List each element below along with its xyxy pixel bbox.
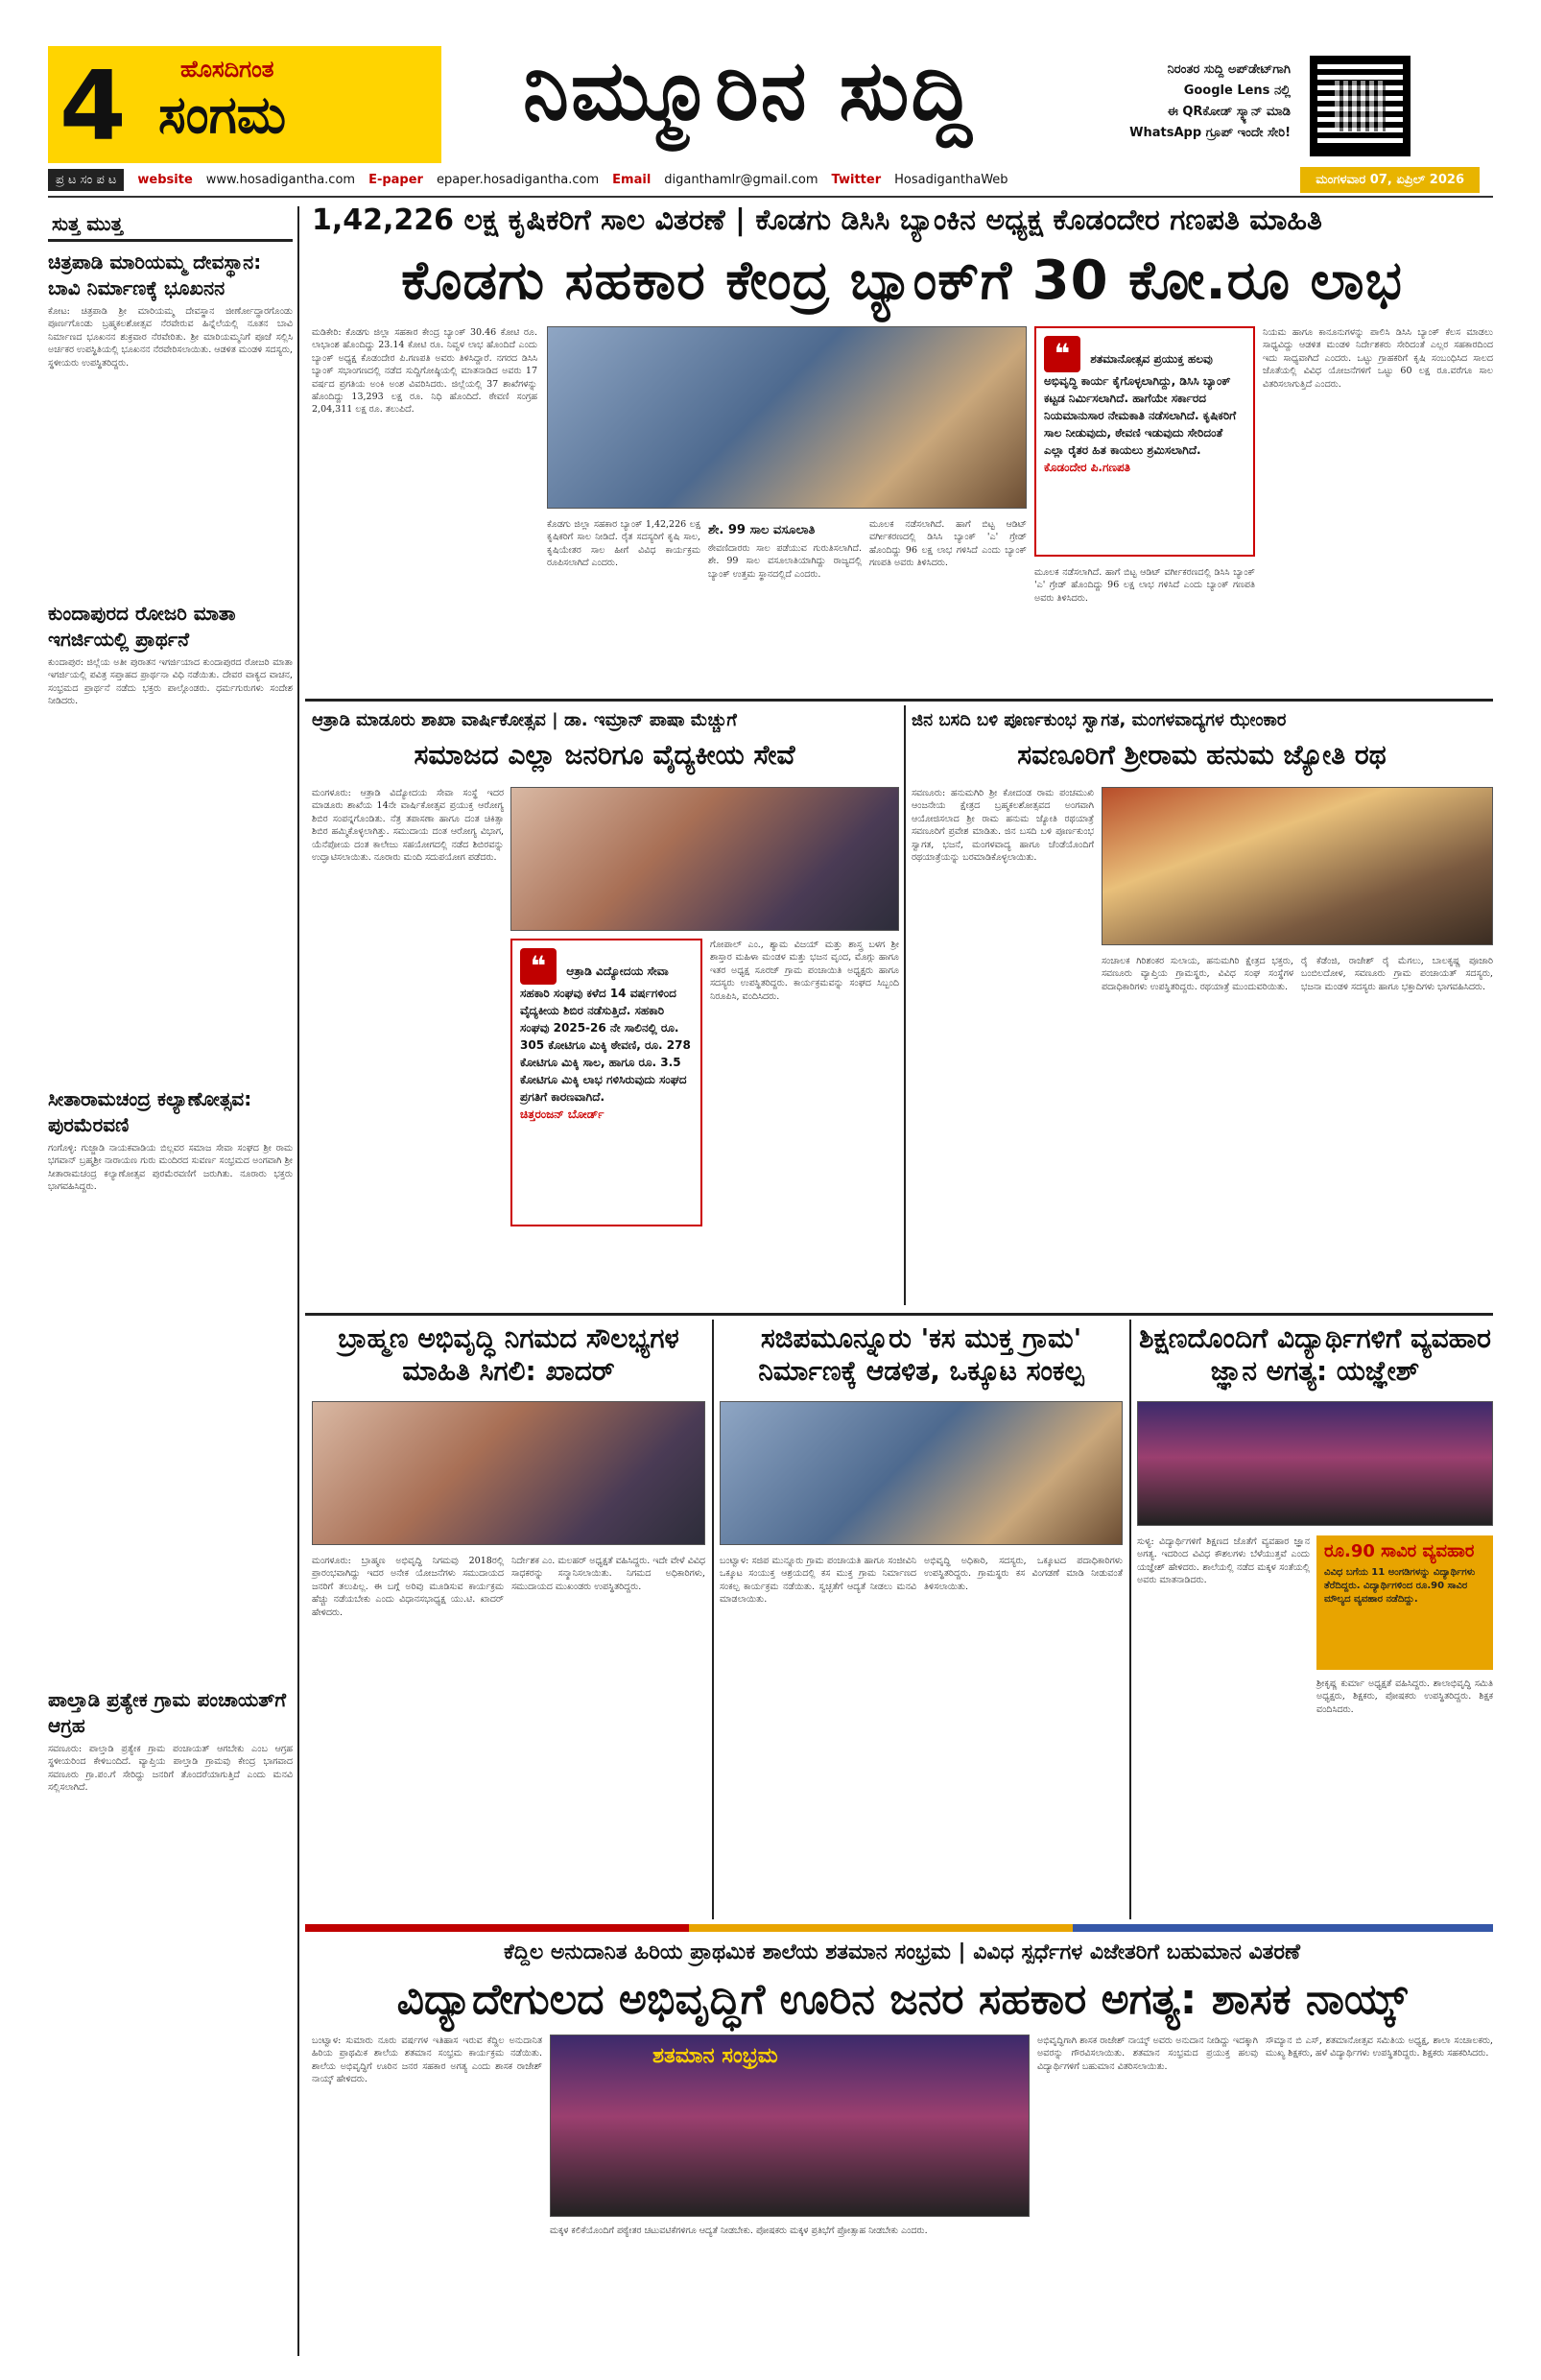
email-label: Email xyxy=(612,172,652,187)
story5-photo xyxy=(720,1401,1123,1545)
brand-big: ಸಂಗಮ xyxy=(158,84,287,145)
color-strip-red xyxy=(305,1924,689,1932)
epaper-label: E-paper xyxy=(368,172,423,187)
website-link[interactable]: www.hosadigantha.com xyxy=(205,172,356,187)
lead-col-2: ಕೊಡಗು ಜಿಲ್ಲಾ ಸಹಕಾರ ಬ್ಯಾಂಕ್ 1,42,226 ಲಕ್ಷ ಕೃಷಿಕರಿಗೆ ಸಾಲ ನೀಡಿದೆ. ರೈತ ಸದಸ್ಯರಿಗೆ ಕೃಷಿ ಸಾಲ, ಕೃಷಿಯೇತರ ಸಾಲ ಹೀಗೆ ವಿವಿಧ ಕಾರ್ಯಕ್ರಮ ರೂಪಿಸಲಾಗಿದೆ ಎಂದರು. xyxy=(547,519,704,569)
qr-instructions xyxy=(1075,60,1291,144)
story6-col-2: ಶ್ರೀಕೃಷ್ಣ ಕುರ್ಮಾ ಅಧ್ಯಕ್ಷತೆ ವಹಿಸಿದ್ದರು. ಶಾಲಾಭಿವೃದ್ಧಿ ಸಮಿತಿ ಅಧ್ಯಕ್ಷರು, ಶಿಕ್ಷಕರು, ಪೋಷಕರು ಉಪಸ್ಥಿತರಿದ್ದರು. ಶಿಕ್ಷಕ ವಂದಿಸಿದರು. xyxy=(1316,1678,1497,1715)
story6-photo xyxy=(1137,1401,1493,1526)
sidebar-text-1: ಕೋಟ: ಚಿತ್ರಪಾಡಿ ಶ್ರೀ ಮಾರಿಯಮ್ಮ ದೇವಸ್ಥಾನ ಜೀರ್ಣೋದ್ಧಾರಗೊಂಡು ಪೂರ್ಣಗೊಂಡು ಬ್ರಹ್ಮಕಲಶೋತ್ಸವ ನೆರವೇರುವ ಹಿನ್ನೆಲೆಯಲ್ಲಿ ನೂತನ ಬಾವಿ ನಿರ್ಮಾಣದ ಭೂಖನನ ಶುಕ್ರವಾರ ನೆರವೇರಿತು. ಶ್ರೀ ಮಾರಿಯಮ್ಮನಿಗೆ ಪೂಜೆ ಸಲ್ಲಿಸಿ ಅರ್ಚಕರ ಉಪಸ್ಥಿತಿಯಲ್ಲಿ ಭೂಖನನ ನೆರವೇರಿಸಲಾಯಿತು. ಆಡಳಿತ ಮಂಡಳಿ ಸದಸ್ಯರು, ಸ್ಥಳೀಯರು ಉಪಸ್ಥಿತರಿದ್ದರು. xyxy=(48,306,296,369)
email-link[interactable]: diganthamlr@gmail.com xyxy=(664,172,818,187)
story4-photo xyxy=(312,1401,705,1545)
sidebar-heading: ಸುತ್ತ ಮುತ್ತ xyxy=(52,212,123,235)
lead-col-1: ಮಡಿಕೇರಿ: ಕೊಡಗು ಜಿಲ್ಲಾ ಸಹಕಾರ ಕೇಂದ್ರ ಬ್ಯಾಂಕ್ 30.46 ಕೋಟಿ ರೂ. ಲಾಭಾಂಶ ಹೊಂದಿದ್ದು 23.14 ಕೋಟಿ ರೂ. ನಿವ್ವಳ ಲಾಭ ಹೊಂದಿದೆ ಎಂದು ಬ್ಯಾಂಕ್ ಅಧ್ಯಕ್ಷ ಕೊಡಂದೇರ ಪಿ.ಗಣಪತಿ ಅವರು ತಿಳಿಸಿದ್ದಾರೆ. ನಗರದ ಡಿಸಿಸಿ ಬ್ಯಾಂಕ್ ಸಭಾಂಗಣದಲ್ಲಿ ನಡೆದ ಸುದ್ದಿಗೋಷ್ಠಿಯಲ್ಲಿ ಮಾತನಾಡಿದ ಅವರು 17 ವರ್ಷದ ಪ್ರಗತಿಯ ಅಂಕಿ ಅಂಶ ವಿವರಿಸಿದರು. ಜಿಲ್ಲೆಯಲ್ಲಿ 37 ಶಾಖೆಗಳನ್ನು ಹೊಂದಿದ್ದು 13,293 ಲಕ್ಷ ರೂ. ನಿಧಿ ಹೊಂದಿದೆ. ಠೇವಣಿ ಸಂಗ್ರಹ 2,04,311 ಲಕ್ಷ ರೂ. ತಲುಪಿದೆ. xyxy=(312,327,541,416)
lead-quote-box xyxy=(1034,326,1255,557)
story2-quote-box xyxy=(510,939,702,1226)
story7-col-1: ಬಂಟ್ವಾಳ: ಸುಮಾರು ನೂರು ವರ್ಷಗಳ ಇತಿಹಾಸ ಇರುವ ಕೆದ್ದಿಲ ಅನುದಾನಿತ ಹಿರಿಯ ಪ್ರಾಥಮಿಕ ಶಾಲೆಯ ಶತಮಾನ ಸಂಭ್ರಮ ಕಾರ್ಯಕ್ರಮ ನಡೆಯಿತು. ಶಾಲೆಯ ಅಭಿವೃದ್ಧಿಗೆ ಊರಿನ ಜನರ ಸಹಕಾರ ಅಗತ್ಯ ಎಂದು ಶಾಸಕ ರಾಜೇಶ್ ನಾಯ್ಕ್ ಹೇಳಿದರು. xyxy=(312,2035,546,2085)
story2-kicker: ಆತ್ರಾಡಿ ಮಾಡೂರು ಶಾಖಾ ವಾರ್ಷಿಕೋತ್ಸವ | ಡಾ. ಇಮ್ರಾನ್ ಪಾಷಾ ಮೆಚ್ಚುಗೆ xyxy=(312,710,737,730)
edition-label: ಪ್ರ ಟ ಸಂ ಪ ಟ xyxy=(48,169,124,191)
story7-kicker: ಕೆದ್ದಿಲ ಅನುದಾನಿತ ಹಿರಿಯ ಪ್ರಾಥಮಿಕ ಶಾಲೆಯ ಶತಮಾನ ಸಂಭ್ರಮ | ವಿವಿಧ ಸ್ಪರ್ಧೆಗಳ ವಿಜೇತರಿಗೆ ಬಹುಮಾನ ವಿತರಣೆ xyxy=(504,1940,1300,1964)
lead-headline: ಕೊಡಗು ಸಹಕಾರ ಕೇಂದ್ರ ಬ್ಯಾಂಕ್‌ಗೆ 30 ಕೋ.ರೂ ಲಾಭ xyxy=(401,250,1403,312)
lead-col-4: ನಿಯಮ ಹಾಗೂ ಕಾನೂನುಗಳನ್ನು ಪಾಲಿಸಿ ಡಿಸಿಸಿ ಬ್ಯಾಂಕ್ ಕೆಲಸ ಮಾಡಲು ಸಾಧ್ಯವಿದ್ದು ಆಡಳಿತ ಮಂಡಳಿ ನಿರ್ದೇಶಕರು ಸೇರಿದಂತೆ ಎಲ್ಲರ ಸಹಕಾರದಿಂದ ಇದು ಸಾಧ್ಯವಾಗಿದೆ ಎಂದರು. ಒಟ್ಟು ಗ್ರಾಹಕರಿಗೆ ಕೃಷಿ ಸಂಬಂಧಿಸಿದ ಸಾಲದ ಜೊತೆಯಲ್ಲಿ ವಿವಿಧ ಯೋಜನೆಗಳಿಗೆ ಒಟ್ಟು 60 ಲಕ್ಷ ರೂ.ವರೆಗೂ ಸಾಲ ವಿತರಿಸಲಾಗುತ್ತಿದೆ ಎಂದರು. xyxy=(1263,327,1497,390)
info-bar xyxy=(48,163,1493,198)
qr-code-icon[interactable] xyxy=(1310,56,1411,156)
qr-line-1: ನಿರಂತರ ಸುದ್ದಿ ಅಪ್‌ಡೇಟ್‌ಗಾಗಿ xyxy=(1167,62,1291,77)
sidebar-text-2: ಕುಂದಾಪುರ: ಜಿಲ್ಲೆಯ ಅತೀ ಪುರಾತನ ಇಗರ್ಜಿಯಾದ ಕುಂದಾಪುರದ ರೋಜರಿ ಮಾತಾ ಇಗರ್ಜಿಯಲ್ಲಿ ಪವಿತ್ರ ಸಪ್ತಾಹದ ಪ್ರಾರ್ಥನಾ ವಿಧಿ ನಡೆಯಿತು. ದೇವರ ವಾಕ್ಯದ ವಾಚನ, ಸಂಭ್ರಮದ ಪ್ರಾರ್ಥನೆ ನಡೆದು ಭಕ್ತರು ಪಾಲ್ಗೊಂಡರು. ಧರ್ಮಗುರುಗಳು ಸಂದೇಶ ನೀಡಿದರು. xyxy=(48,657,296,707)
lead-subhead: ಶೇ. 99 ಸಾಲ ವಸೂಲಾತಿ xyxy=(708,523,816,537)
website-label: website xyxy=(137,172,193,187)
lead-col-2b: ಠೇವಣಿದಾರರು ಸಾಲ ಪಡೆಯುವ ಗುರುತಿಸಲಾಗಿದೆ. ಶೇ. 99 ಸಾಲ ವಸೂಲಾತಿಯಾಗಿದ್ದು ರಾಜ್ಯದಲ್ಲಿ ಬ್ಯಾಂಕ್ ಉತ್ತಮ ಸ್ಥಾನದಲ್ಲಿದೆ ಎಂದರು. xyxy=(708,543,865,580)
story2-col-1: ಮಂಗಳೂರು: ಆತ್ರಾಡಿ ವಿದ್ಯೋದಯ ಸೇವಾ ಸಂಸ್ಥೆ ಇದರ ಮಾಡೂರು ಶಾಖೆಯ 14ನೇ ವಾರ್ಷಿಕೋತ್ಸವ ಪ್ರಯುಕ್ತ ಆರೋಗ್ಯ ಶಿಬಿರ ಸಂಪನ್ನಗೊಂಡಿತು. ನೆತ್ರ ತಪಾಸಣಾ ಹಾಗೂ ದಂತ ಚಿಕಿತ್ಸಾ ಶಿಬಿರ ಹಮ್ಮಿಕೊಳ್ಳಲಾಗಿತ್ತು. ಸಮುದಾಯ ದಂತ ಆರೋಗ್ಯ ವಿಭಾಗ, ಯೆನೆಪೋಯ ದಂತ ಕಾಲೇಜು ಸಹಯೋಗದಲ್ಲಿ ನಡೆದ ಶಿಬಿರವನ್ನು ಉದ್ಘಾಟಿಸಲಾಯಿತು. ನೂರಾರು ಮಂದಿ ಸದುಪಯೋಗ ಪಡೆದರು. xyxy=(312,788,508,864)
story4-col-2: ನಿರ್ದೇಶಕ ಎಂ. ಮಲಹರ್ ಅಧ್ಯಕ್ಷತೆ ವಹಿಸಿದ್ದರು. ಇದೇ ವೇಳೆ ವಿವಿಧ ಸಾಧಕರನ್ನು ಸನ್ಮಾನಿಸಲಾಯಿತು. ನಿಗಮದ ಅಧಿಕಾರಿಗಳು, ಸಮುದಾಯದ ಮುಖಂಡರು ಉಪಸ್ಥಿತರಿದ್ದರು. xyxy=(511,1556,709,1592)
story5-divider xyxy=(1129,1320,1131,1919)
story3-photo xyxy=(1102,787,1493,945)
lead-quote-byline: ಕೊಡಂದೇರ ಪಿ.ಗಣಪತಿ xyxy=(1044,461,1131,474)
sidebar-divider xyxy=(297,206,299,2356)
story2-divider xyxy=(904,705,906,1305)
page-number: 4 xyxy=(59,50,127,162)
story7-col-2: ಮಕ್ಕಳ ಕಲಿಕೆಯೊಂದಿಗೆ ಪಠ್ಯೇತರ ಚಟುವಟಿಕೆಗಳಿಗೂ ಆದ್ಯತೆ ನೀಡಬೇಕು. ಪೋಷಕರು ಮಕ್ಕಳ ಪ್ರತಿಭೆಗೆ ಪ್ರೋತ್ಸಾಹ ನೀಡಬೇಕು ಎಂದರು. xyxy=(550,2225,928,2236)
story7-headline: ವಿದ್ಯಾದೇಗುಲದ ಅಭಿವೃದ್ಧಿಗೆ ಊರಿನ ಜನರ ಸಹಕಾರ ಅಗತ್ಯ: ಶಾಸಕ ನಾಯ್ಕ್ xyxy=(396,1975,1408,2024)
story5-col-2: ಅಭಿವೃದ್ಧಿ ಅಧಿಕಾರಿ, ಸದಸ್ಯರು, ಒಕ್ಕೂಟದ ಪದಾಧಿಕಾರಿಗಳು ಉಪಸ್ಥಿತರಿದ್ದರು. ಗ್ರಾಮಸ್ಥರು ಕಸ ವಿಂಗಡಣೆ ಮಾಡಿ ನೀಡುವಂತೆ ತಿಳಿಸಲಾಯಿತು. xyxy=(924,1556,1126,1592)
story2-col-2: ಗೋಪಾಲ್ ಎಂ., ಶ್ಯಾಮ ವಿಜಯ್ ಮತ್ತು ಶಾಸ್ತ್ರ ಬಳಗ ಶ್ರೀ ಶಾಸ್ತಾರ ಮಹಿಳಾ ಮಂಡಳ ಮತ್ತು ಭಜನ ವೃಂದ, ಮೊಗ್ಗು ಹಾಗೂ ಇತರ ಅಧ್ಯಕ್ಷ ಸೂರಜ್ ಗ್ರಾಮ ಪಂಚಾಯಿತಿ ಅಧ್ಯಕ್ಷರು ಹಾಗೂ ಸದಸ್ಯರು ಉಪಸ್ಥಿತರಿದ್ದರು. ಕಾರ್ಯಕ್ರಮವನ್ನು ಸಂಘದ ಸಿಬ್ಬಂದಿ ನಿರೂಪಿಸಿ, ವಂದಿಸಿದರು. xyxy=(710,940,903,1002)
story6-col-1: ಸುಳ್ಯ: ವಿದ್ಯಾರ್ಥಿಗಳಿಗೆ ಶಿಕ್ಷಣದ ಜೊತೆಗೆ ವ್ಯವಹಾರ ಜ್ಞಾನ ಅಗತ್ಯ. ಇದರಿಂದ ವಿವಿಧ ಕೌಶಲಗಳು ಬೆಳೆಯುತ್ತವೆ ಎಂದು ಯಜ್ಞೇಶ್ ಹೇಳಿದರು. ಶಾಲೆಯಲ್ಲಿ ನಡೆದ ಮಕ್ಕಳ ಸಂತೆಯಲ್ಲಿ ಅವರು ಮಾತನಾಡಿದರು. xyxy=(1137,1536,1314,1586)
quote-icon: ❝ xyxy=(1044,336,1080,372)
story6-infobox xyxy=(1316,1535,1493,1670)
twitter-label: Twitter xyxy=(831,172,882,187)
story4-headline: ಬ್ರಾಹ್ಮಣ ಅಭಿವೃದ್ಧಿ ನಿಗಮದ ಸೌಲಭ್ಯಗಳ ಮಾಹಿತಿ ಸಿಗಲಿ: ಖಾದರ್ xyxy=(338,1322,679,1387)
story4-divider xyxy=(712,1320,714,1919)
story6-box-title: ರೂ.90 ಸಾವಿರ ವ್ಯವಹಾರ xyxy=(1324,1541,1475,1561)
lead-bottom-rule xyxy=(305,699,1493,702)
epaper-link[interactable]: epaper.hosadigantha.com xyxy=(436,172,600,187)
sidebar-title-1: ಚಿತ್ರಪಾಡಿ ಮಾರಿಯಮ್ಮ ದೇವಸ್ಥಾನ: ಬಾವಿ ನಿರ್ಮಾಣಕ್ಕೆ ಭೂಖನನ xyxy=(48,250,262,299)
qr-line-2: Google Lens ನಲ್ಲಿ xyxy=(1183,83,1291,98)
story7-col-3: ಅಭಿವೃದ್ಧಿಗಾಗಿ ಶಾಸಕ ರಾಜೇಶ್ ನಾಯ್ಕ್ ಅವರು ಅನುದಾನ ನೀಡಿದ್ದು ಇದಕ್ಕಾಗಿ ಅವರನ್ನು ಗೌರವಿಸಲಾಯಿತು. ಶತಮಾನ ಸಂಭ್ರಮದ ಪ್ರಯುಕ್ತ ಹಲವು ವಿದ್ಯಾರ್ಥಿಗಳಿಗೆ ಬಹುಮಾನ ವಿತರಿಸಲಾಯಿತು. xyxy=(1037,2035,1262,2072)
qr-line-3: ಈ QRಕೋಡ್ ಸ್ಕ್ಯಾನ್ ಮಾಡಿ xyxy=(1167,105,1291,119)
story2-quote-text: ಆತ್ರಾಡಿ ವಿದ್ಯೋದಯ ಸೇವಾ ಸಹಕಾರಿ ಸಂಘವು ಕಳೆದ 14 ವರ್ಷಗಳಿಂದ ವೈದ್ಯಕೀಯ ಶಿಬಿರ ನಡೆಸುತ್ತಿದೆ. ಸಹಕಾರಿ ಸಂಘವು 2025-26 ನೇ ಸಾಲಿನಲ್ಲಿ ರೂ. 305 ಕೋಟಿಗೂ ಮಿಕ್ಕಿ ಠೇವಣಿ, ರೂ. 278 ಕೋಟಿಗೂ ಮಿಕ್ಕಿ ಸಾಲ, ಹಾಗೂ ರೂ. 3.5 ಕೋಟಿಗೂ ಮಿಕ್ಕಿ ಲಾಭ ಗಳಿಸಿರುವುದು ಸಂಘದ ಪ್ರಗತಿಗೆ ಕಾರಣವಾಗಿದೆ. xyxy=(520,964,691,1104)
story4-col-1: ಮಂಗಳೂರು: ಬ್ರಾಹ್ಮಣ ಅಭಿವೃದ್ಧಿ ನಿಗಮವು 2018ರಲ್ಲಿ ಪ್ರಾರಂಭವಾಗಿದ್ದು ಇದರ ಅನೇಕ ಯೋಜನೆಗಳು ಸಮುದಾಯದ ಜನರಿಗೆ ತಲುಪಿಲ್ಲ. ಈ ಬಗ್ಗೆ ಅರಿವು ಮೂಡಿಸುವ ಕಾರ್ಯಕ್ರಮ ಹೆಚ್ಚು ನಡೆಯಬೇಕು ಎಂದು ವಿಧಾನಸಭಾಧ್ಯಕ್ಷ ಯು.ಟಿ. ಖಾದರ್ ಹೇಳಿದರು. xyxy=(312,1556,508,1618)
story7-banner: ಶತಮಾನ ಸಂಭ್ರಮ xyxy=(652,2044,778,2068)
story3-col-2: ಸಂಚಾಲಕ ಗಿರಿಶಂಕರ ಸುಲಾಯ, ಹನುಮಗಿರಿ ಕ್ಷೇತ್ರದ ಭಕ್ತರು, ಸವಣೂರು ವ್ಯಾಪ್ತಿಯ ಗ್ರಾಮಸ್ಥರು, ವಿವಿಧ ಸಂಘ ಸಂಸ್ಥೆಗಳ ಪದಾಧಿಕಾರಿಗಳು ಉಪಸ್ಥಿತರಿದ್ದರು. ರಥಯಾತ್ರೆ ಮುಂದುವರಿಯಿತು. xyxy=(1102,956,1297,992)
quote-icon: ❝ xyxy=(520,948,557,985)
story7-photo xyxy=(550,2035,1030,2217)
sidebar-column xyxy=(48,206,296,2356)
story5-col-1: ಬಂಟ್ವಾಳ: ಸಜಿಪ ಮುನ್ನೂರು ಗ್ರಾಮ ಪಂಚಾಯತಿ ಹಾಗೂ ಸಂಜೀವಿನಿ ಒಕ್ಕೂಟ ಸಂಯುಕ್ತ ಆಶ್ರಯದಲ್ಲಿ ಕಸ ಮುಕ್ತ ಗ್ರಾಮ ನಿರ್ಮಾಣದ ಸಂಕಲ್ಪ ಕಾರ್ಯಕ್ರಮ ನಡೆಯಿತು. ಸ್ವಚ್ಛತೆಗೆ ಆದ್ಯತೆ ನೀಡಲು ಮನವಿ ಮಾಡಲಾಯಿತು. xyxy=(720,1556,920,1606)
story2-headline: ಸಮಾಜದ ಎಲ್ಲಾ ಜನರಿಗೂ ವೈದ್ಯಕೀಯ ಸೇವೆ xyxy=(414,739,795,771)
story2-photo xyxy=(510,787,899,931)
color-strip-orange xyxy=(689,1924,1073,1932)
sidebar-title-4: ಪಾಲ್ತಾಡಿ ಪ್ರತ್ಯೇಕ ಗ್ರಾಮ ಪಂಚಾಯತ್‌ಗೆ ಆಗ್ರಹ xyxy=(48,1688,287,1737)
story6-box-text: ವಿವಿಧ ಬಗೆಯ 11 ಅಂಗಡಿಗಳನ್ನು ವಿದ್ಯಾರ್ಥಿಗಳು ತೆರೆದಿದ್ದರು. ವಿದ್ಯಾರ್ಥಿಗಳಿಂದ ರೂ.90 ಸಾವಿರ ಮೌಲ್ಯದ ವ್ಯವಹಾರ ನಡೆದಿದ್ದು. xyxy=(1324,1567,1476,1605)
lead-photo xyxy=(547,326,1027,509)
sidebar-text-4: ಸವಣೂರು: ಪಾಲ್ತಾಡಿ ಪ್ರತ್ಯೇಕ ಗ್ರಾಮ ಪಂಚಾಯತ್ ಆಗಬೇಕು ಎಂಬ ಆಗ್ರಹ ಸ್ಥಳೀಯರಿಂದ ಕೇಳಿಬಂದಿದೆ. ವ್ಯಾಪ್ತಿಯ ಪಾಲ್ತಾಡಿ ಗ್ರಾಮವು ಕೇಂದ್ರ ಭಾಗವಾದ ಸವಣೂರು ಗ್ರಾ.ಪಂ.ಗೆ ಸೇರಿದ್ದು ಜನರಿಗೆ ತೊಂದರೆಯಾಗುತ್ತಿದೆ ಎಂದು ಮನವಿ ಸಲ್ಲಿಸಲಾಗಿದೆ. xyxy=(48,1744,296,1794)
lead-kicker: 1,42,226 ಲಕ್ಷ ಕೃಷಿಕರಿಗೆ ಸಾಲ ವಿತರಣೆ | ಕೊಡಗು ಡಿಸಿಸಿ ಬ್ಯಾಂಕಿನ ಅಧ್ಯಕ್ಷ ಕೊಡಂದೇರ ಗಣಪತಿ ಮಾಹಿತಿ xyxy=(312,203,1322,237)
brand-small: ಹೊಸದಿಗಂತ xyxy=(180,56,274,83)
mid-rule xyxy=(305,1313,1493,1316)
story6-headline: ಶಿಕ್ಷಣದೊಂದಿಗೆ ವಿದ್ಯಾರ್ಥಿಗಳಿಗೆ ವ್ಯವಹಾರ ಜ್ಞಾನ ಅಗತ್ಯ: ಯಜ್ಞೇಶ್ xyxy=(1139,1322,1491,1387)
lead-col-3: ಮೂಲಕ ನಡೆಸಲಾಗಿದೆ. ಹಾಗೆ ಬಿಟ್ಟ ಆಡಿಟ್ ವರ್ಗೀಕರಣದಲ್ಲಿ ಡಿಸಿಸಿ ಬ್ಯಾಂಕ್ 'ಎ' ಗ್ರೇಡ್ ಹೊಂದಿದ್ದು 96 ಲಕ್ಷ ಲಾಭ ಗಳಿಸಿದೆ ಎಂದು ಬ್ಯಾಂಕ್ ಗಣಪತಿ ಅವರು ತಿಳಿಸಿದರು. xyxy=(869,519,1031,569)
story7-col-4: ಸೌಮ್ಯಾನ ಬಿ ಎಸ್, ಶತಮಾನೋತ್ಸವ ಸಮಿತಿಯ ಅಧ್ಯಕ್ಷ, ಶಾಲಾ ಸಂಚಾಲಕರು, ಮುಖ್ಯ ಶಿಕ್ಷಕರು, ಹಳೆ ವಿದ್ಯಾರ್ಥಿಗಳು ಉಪಸ್ಥಿತರಿದ್ದರು. ಶಿಕ್ಷಕರು ಸಹಕರಿಸಿದರು. xyxy=(1266,2035,1497,2059)
lead-quote-text: ಶತಮಾನೋತ್ಸವ ಪ್ರಯುಕ್ತ ಹಲವು ಅಭಿವೃದ್ಧಿ ಕಾರ್ಯ ಕೈಗೊಳ್ಳಲಾಗಿದ್ದು, ಡಿಸಿಸಿ ಬ್ಯಾಂಕ್ ಕಟ್ಟಡ ನಿರ್ಮಿಸಲಾಗಿದೆ. ಹಾಗೆಯೇ ಸರ್ಕಾರದ ನಿಯಮಾನುಸಾರ ನೇಮಕಾತಿ ನಡೆಸಲಾಗಿದೆ. ಕೃಷಿಕರಿಗೆ ಸಾಲ ನೀಡುವುದು, ಠೇವಣಿ ಇಡುವುದು ಸೇರಿದಂತೆ ಎಲ್ಲಾ ರೈತರ ಹಿತ ಕಾಯಲು ಶ್ರಮಿಸಲಾಗಿದೆ. xyxy=(1044,352,1237,457)
masthead-title: ನಿಮ್ಮೂರಿನ ಸುದ್ದಿ xyxy=(523,43,974,139)
sidebar-title-2: ಕುಂದಾಪುರದ ರೋಜರಿ ಮಾತಾ ಇಗರ್ಜಿಯಲ್ಲಿ ಪ್ರಾರ್ಥನೆ xyxy=(48,602,236,651)
qr-line-4: WhatsApp ಗ್ರೂಪ್ ಇಂದೇ ಸೇರಿ! xyxy=(1129,126,1291,140)
story3-kicker: ಜಿನ ಬಸದಿ ಬಳಿ ಪೂರ್ಣಕುಂಭ ಸ್ವಾಗತ, ಮಂಗಳವಾದ್ಯಗಳ ಝೇಂಕಾರ xyxy=(912,710,1287,730)
lead-col-3b: ಮೂಲಕ ನಡೆಸಲಾಗಿದೆ. ಹಾಗೆ ಬಿಟ್ಟ ಆಡಿಟ್ ವರ್ಗೀಕರಣದಲ್ಲಿ ಡಿಸಿಸಿ ಬ್ಯಾಂಕ್ 'ಎ' ಗ್ರೇಡ್ ಹೊಂದಿದ್ದು 96 ಲಕ್ಷ ಲಾಭ ಗಳಿಸಿದೆ ಎಂದು ಬ್ಯಾಂಕ್ ಗಣಪತಿ ಅವರು ತಿಳಿಸಿದರು. xyxy=(1034,567,1259,604)
story2-quote-byline: ಚಿತ್ತರಂಜನ್ ಬೋರ್ಡ್ xyxy=(520,1107,605,1121)
story3-headline: ಸವಣೂರಿಗೆ ಶ್ರೀರಾಮ ಹನುಮ ಜ್ಯೋತಿ ರಥ xyxy=(1017,739,1387,771)
issue-date: ಮಂಗಳವಾರ 07, ಏಪ್ರಿಲ್ 2026 xyxy=(1300,167,1480,193)
sidebar-title-3: ಸೀತಾರಾಮಚಂದ್ರ ಕಲ್ಯಾಣೋತ್ಸವ: ಪುರಮೆರವಣಿ xyxy=(48,1087,252,1136)
story5-headline: ಸಜಿಪಮೂನ್ನೂರು 'ಕಸ ಮುಕ್ತ ಗ್ರಾಮ' ನಿರ್ಮಾಣಕ್ಕೆ ಆಡಳಿತ, ಒಕ್ಕೂಟ ಸಂಕಲ್ಪ xyxy=(758,1322,1084,1387)
story3-col-3: ರೈ ಕೆಡೆಂಜಿ, ರಾಜೇಶ್ ರೈ ಮೆಗಲು, ಬಾಲಕೃಷ್ಣ ಪೂಜಾರಿ ಬಂಬಿಲದೋಳ, ಸವಣೂರು ಗ್ರಾಮ ಪಂಚಾಯತ್ ಸದಸ್ಯರು, ಭಜನಾ ಮಂಡಳಿ ಸದಸ್ಯರು ಹಾಗೂ ಭಕ್ತಾದಿಗಳು ಭಾಗವಹಿಸಿದರು. xyxy=(1301,956,1497,992)
story3-col-1: ಸವಣೂರು: ಹನುಮಗಿರಿ ಶ್ರೀ ಕೋದಂಡ ರಾಮ ಪಂಚಮುಖಿ ಆಂಜನೇಯ ಕ್ಷೇತ್ರದ ಬ್ರಹ್ಮಕಲಶೋತ್ಸವದ ಅಂಗವಾಗಿ ಆಯೋಜಿಸಲಾದ ಶ್ರೀ ರಾಮ ಹನುಮ ಜ್ಯೋತಿ ರಥಯಾತ್ರೆ ಸವಣೂರಿಗೆ ಪ್ರವೇಶ ಮಾಡಿತು. ಜಿನ ಬಸದಿ ಬಳಿ ಪೂರ್ಣಕುಂಭ ಸ್ವಾಗತ, ಭಜನೆ, ಮಂಗಳವಾದ್ಯ ಹಾಗೂ ಚೆಂಡೆಯೊಂದಿಗೆ ರಥಯಾತ್ರೆಯನ್ನು ಬರಮಾಡಿಕೊಳ್ಳಲಾಯಿತು. xyxy=(912,788,1098,864)
color-strip-blue xyxy=(1073,1924,1493,1932)
sidebar-text-3: ಗಂಗೊಳ್ಳಿ: ಗುಜ್ಜಾಡಿ ನಾಯಕವಾಡಿಯ ಬಿಲ್ಲವರ ಸಮಾಜ ಸೇವಾ ಸಂಘದ ಶ್ರೀ ರಾಮ ಭಗವಾನ್ ಬ್ರಹ್ಮಶ್ರೀ ನಾರಾಯಣ ಗುರು ಮಂದಿರದ ಸುವರ್ಣ ಸಂಭ್ರಮದ ಅಂಗವಾಗಿ ಶ್ರೀ ಸೀತಾರಾಮಚಂದ್ರ ಕಲ್ಯಾಣೋತ್ಸವ ಪುರಮೆರವಣಿಗೆ ಜರುಗಿತು. ನೂರಾರು ಭಕ್ತರು ಭಾಗವಹಿಸಿದ್ದರು. xyxy=(48,1143,296,1193)
twitter-link[interactable]: HosadiganthaWeb xyxy=(894,172,1008,187)
